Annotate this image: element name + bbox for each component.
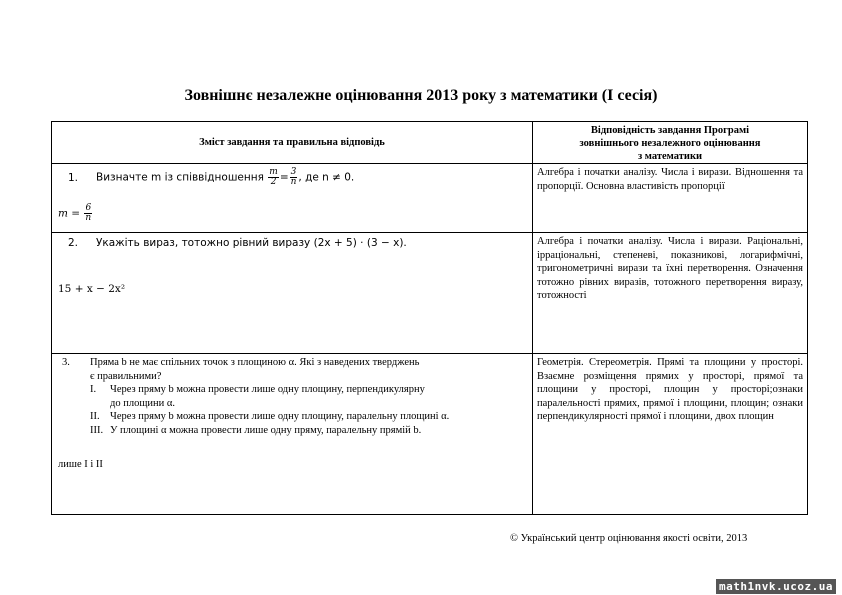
task-cell xyxy=(52,354,533,515)
statement-text: Через пряму b можна провести лише одну площину, перпендикулярну xyxy=(110,384,425,395)
fraction-6-over-n: $\frac{6}{n}$ xyxy=(85,203,92,223)
fraction-3-over-n: $\frac{3}{n}$ xyxy=(290,167,297,187)
header-program-correspondence xyxy=(533,122,808,164)
program-text: Геометрія. Стереометрія. Прямі та площини у просторі. Взаємне розміщення прямих у просторі, прямої та площини у просторі, площин у просторі;ознаки паралельності прямих, прямої і площини, площин; ознаки перпендикулярності прямої і площини, двох площин xyxy=(537,357,803,422)
task-text: Визначте m із співвідношення xyxy=(96,171,264,184)
statement-number: II. xyxy=(90,411,100,422)
program-cell xyxy=(533,164,808,233)
task-statement: 1. Визначте m із співвідношення $\frac{m}{2}$ = $\frac{3}{n}$ , де n ≠ 0. xyxy=(68,167,355,187)
statement-text: до площини α. xyxy=(110,397,176,409)
header-task-content: Зміст завдання та правильна відповідь xyxy=(52,122,533,164)
answer: m = $\frac{6}{n}$ xyxy=(58,203,92,223)
task-number: 3. xyxy=(62,357,70,368)
program-cell xyxy=(533,233,808,354)
answer: 15 + x − 2x² xyxy=(58,283,126,295)
task-cell xyxy=(52,164,533,233)
task-line: є правильними? xyxy=(90,370,162,382)
table-row xyxy=(52,164,808,233)
header-right-line3: з математики xyxy=(637,151,703,162)
task-cell xyxy=(52,233,533,354)
task-number: 1. xyxy=(68,171,79,184)
answer: лише І і ІІ xyxy=(58,459,103,470)
task-line: Пряма b не має спільних точок з площиною α. Які з наведених тверджень xyxy=(90,357,420,368)
program-text: Алгебра і початки аналізу. Числа і вирази. Раціональні, ірраціональні, степеневі, показникові, логарифмічні, тригонометричні вирази та їхні перетворення. Означення тотожно рівних виразів, тотожного перетворення виразу, тотожності xyxy=(537,236,803,301)
header-right-line2: зовнішнього незалежного оцінювання xyxy=(579,138,761,149)
site-watermark: math1nvk.ucoz.ua xyxy=(716,579,836,594)
tasks-table xyxy=(51,121,808,515)
statement-number: III. xyxy=(90,424,104,436)
program-text: Алгебра і початки аналізу. Числа і вирази. Відношення та пропорції. Основна властивість пропорції xyxy=(537,167,803,192)
statement-text: Через пряму b можна провести лише одну площину, паралельну площині α. xyxy=(110,411,450,422)
program-cell xyxy=(533,354,808,515)
statement-number: I. xyxy=(90,384,97,395)
task-text: Укажіть вираз, тотожно рівний виразу (2x + 5) · (3 − x). xyxy=(96,237,407,249)
table-header-row xyxy=(52,122,808,164)
header-right-line1: Відповідність завдання Програмі xyxy=(590,125,750,136)
page-title: Зовнішнє незалежне оцінювання 2013 року з математики (І сесія) xyxy=(184,87,658,104)
table-row xyxy=(52,354,808,515)
table-row xyxy=(52,233,808,354)
fraction-m-over-2: $\frac{m}{2}$ xyxy=(269,167,278,187)
task-statement xyxy=(62,356,524,437)
task-number: 2. xyxy=(68,237,79,249)
copyright-footer: © Український центр оцінювання якості освіти, 2013 xyxy=(510,533,748,544)
task-statement xyxy=(68,237,407,249)
task-tail: , де n ≠ 0. xyxy=(298,171,355,184)
statement-text: У площині α можна провести лише одну пряму, паралельну прямій b. xyxy=(110,424,422,436)
